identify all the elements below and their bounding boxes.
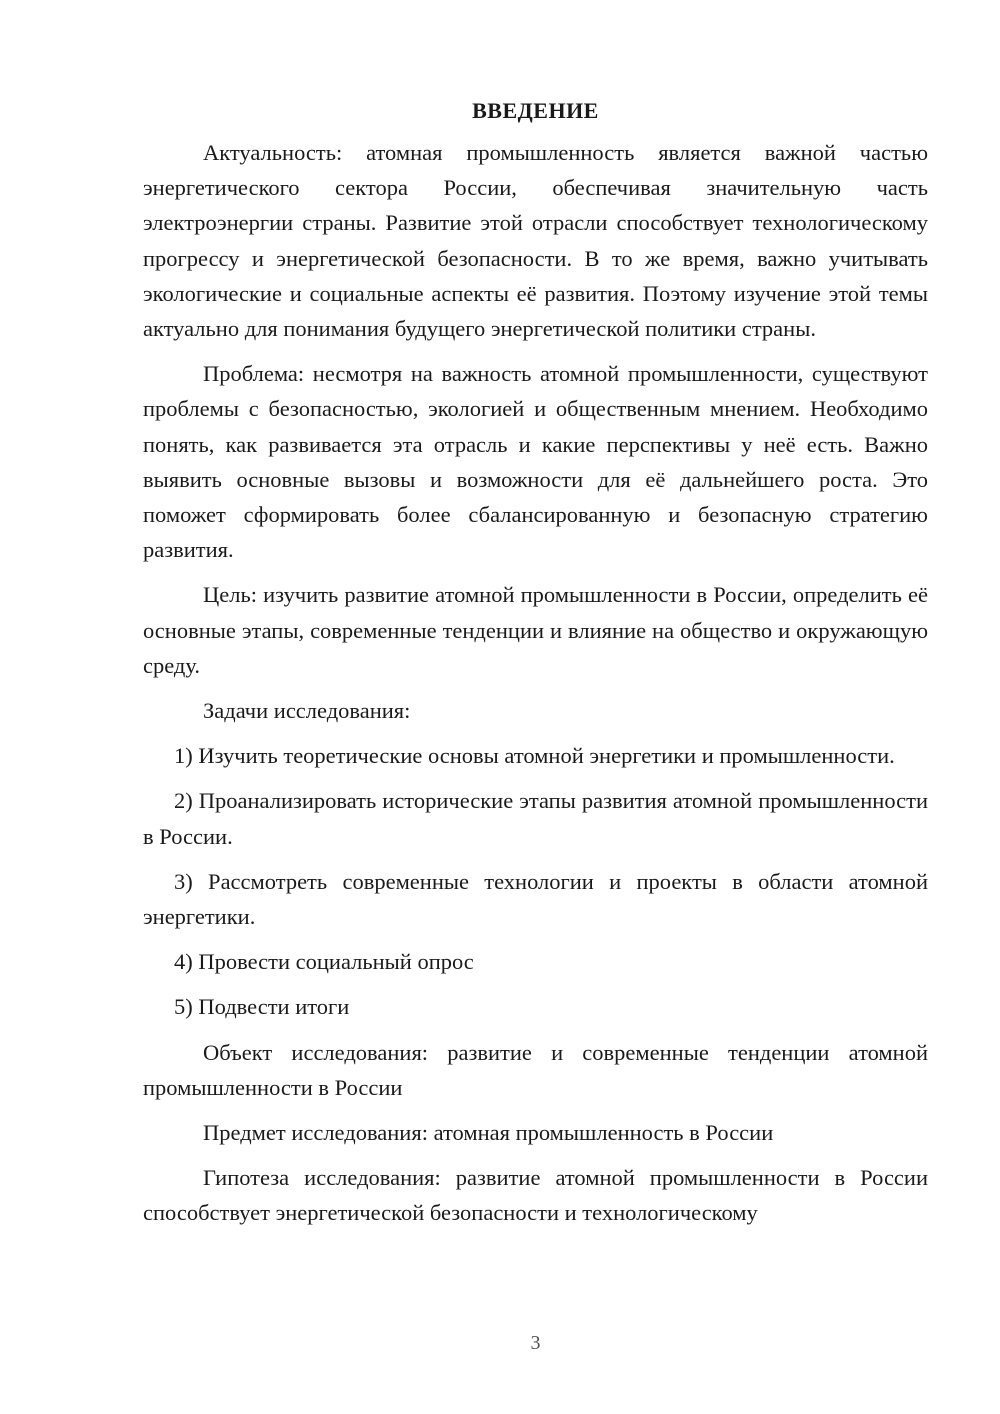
- list-item-task-4: 4) Провести социальный опрос: [174, 949, 474, 975]
- paragraph-problem: Проблема: несмотря на важность атомной промышленности, существуют проблемы с безопасностью, экологией и общественным мнением. Необходимо понять, как развивается эта отрасль и какие перспективы у неё есть. Важно выявить основные вызовы и возможности для её дальнейшего роста. Это поможет сформировать более сбалансированную и безопасную стратегию развития.: [143, 361, 928, 563]
- list-item-task-1: 1) Изучить теоретические основы атомной энергетики и промышленности.: [174, 743, 895, 769]
- section-heading: ВВЕДЕНИЕ: [472, 98, 599, 123]
- list-item-task-5: 5) Подвести итоги: [174, 994, 350, 1020]
- paragraph-hypothesis: Гипотеза исследования: развитие атомной промышленности в России способствует энергетической безопасности и технологическому: [143, 1165, 928, 1226]
- list-item-task-2: 2) Проанализировать исторические этапы развития атомной промышленности в России.: [143, 788, 928, 849]
- page-number: 3: [530, 1332, 541, 1354]
- paragraph-subject: Предмет исследования: атомная промышленность в России: [203, 1120, 774, 1146]
- paragraph-relevance: Актуальность: атомная промышленность является важной частью энергетического сектора России, обеспечивая значительную часть электроэнергии страны. Развитие этой отрасли способствует технологическому прогрессу и энергетической безопасности. В то же время, важно учитывать экологические и социальные аспекты её развития. Поэтому изучение этой темы актуально для понимания будущего энергетической политики страны.: [143, 140, 928, 342]
- paragraph-goal: Цель: изучить развитие атомной промышленности в России, определить её основные этапы, современные тенденции и влияние на общество и окружающую среду.: [143, 582, 928, 678]
- paragraph-tasks-title: Задачи исследования:: [203, 698, 411, 724]
- list-item-task-3: 3) Рассмотреть современные технологии и проекты в области атомной энергетики.: [143, 868, 928, 930]
- paragraph-object: Объект исследования: развитие и современные тенденции атомной промышленности в России: [143, 1039, 928, 1100]
- document-page: [143, 95, 928, 1241]
